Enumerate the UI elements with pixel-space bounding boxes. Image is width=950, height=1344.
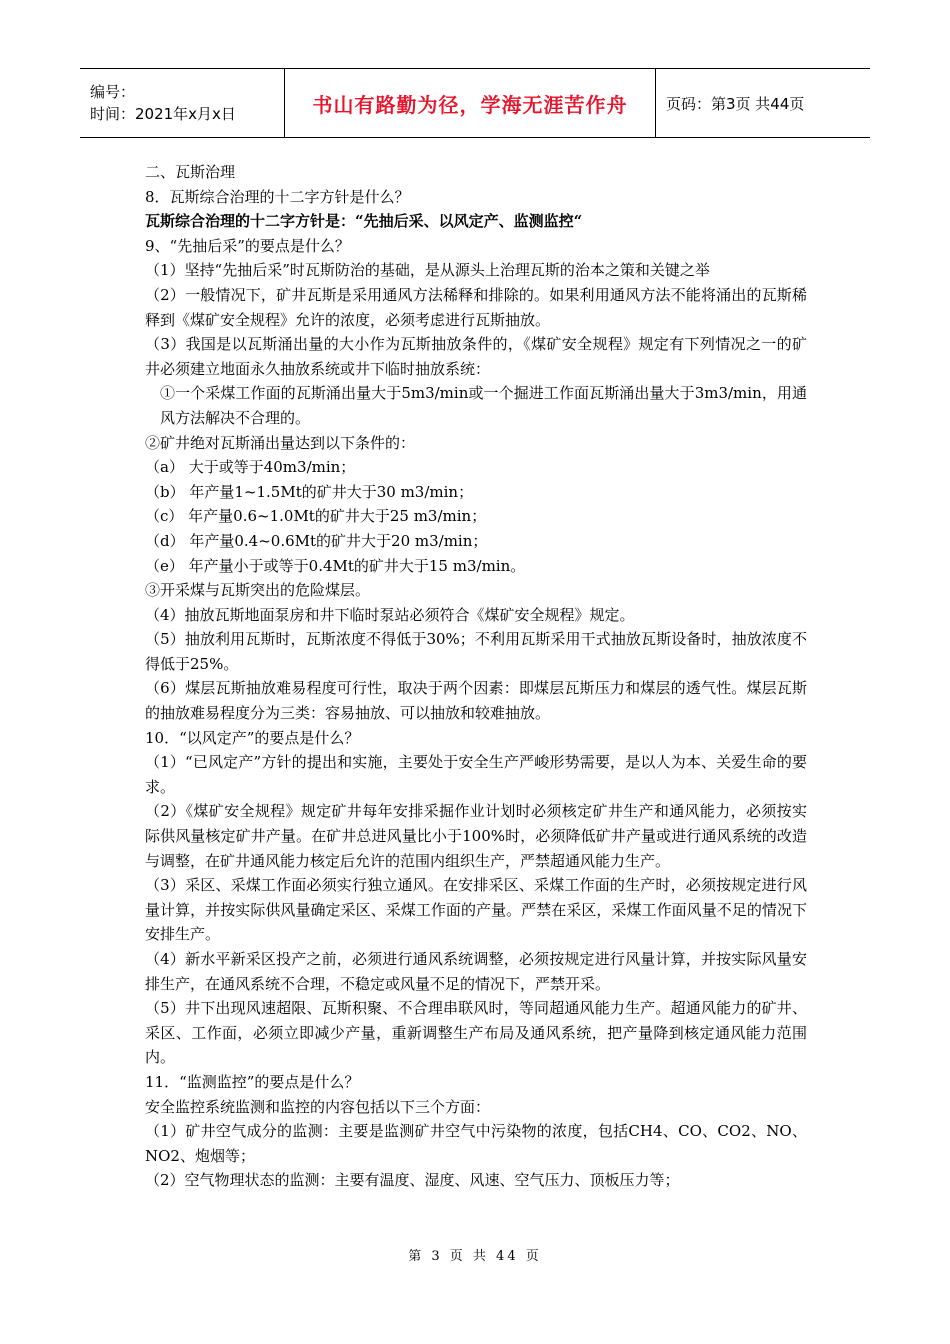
list-item: （e） 年产量小于或等于0.4Mt的矿井大于15 m3/min。 (145, 556, 526, 575)
list-item: （b） 年产量1~1.5Mt的矿井大于30 m3/min； (145, 482, 474, 501)
paragraph: （3）采区、采煤工作面必须实行独立通风。在安排采区、采煤工作面的生产时，必须按规定进行风量计算，并按实际供风量确定采区、采煤工作面的产量。严禁在采区，采煤工作面风量不足的情况下安排生产。 (145, 876, 807, 944)
page-header (80, 68, 870, 138)
question-9: 9、“先抽后采”的要点是什么？ (145, 236, 350, 255)
question-8: 8．瓦斯综合治理的十二字方针是什么？ (145, 187, 410, 206)
list-item: （a） 大于或等于40m3/min； (145, 458, 356, 477)
header-motto-cell (284, 69, 656, 137)
paragraph: ③开采煤与瓦斯突出的危险煤层。 (145, 581, 371, 600)
list-item: （d） 年产量0.4~0.6Mt的矿井大于20 m3/min； (145, 531, 488, 550)
paragraph: （1）“已风定产”方针的提出和实施，主要处于安全生产严峻形势需要，是以人为本、关爱生命的要求。 (145, 753, 807, 796)
header-page-info-cell (656, 69, 870, 137)
paragraph: （5）井下出现风速超限、瓦斯积聚、不合理串联风时，等同超通风能力生产。超通风能力的矿井、采区、工作面，必须立即减少产量，重新调整生产布局及通风系统，把产量降到核定通风能力范围内。 (145, 999, 807, 1067)
paragraph: （6）煤层瓦斯抽放难易程度可行性，取决于两个因素：即煤层瓦斯压力和煤层的透气性。煤层瓦斯的抽放难易程度分为三类：容易抽放、可以抽放和较难抽放。 (145, 679, 807, 723)
number-label: 编号： (90, 83, 136, 101)
page-info: 页码：第3页 共44页 (666, 94, 805, 113)
answer-8: 瓦斯综合治理的十二字方针是：“先抽后采、以风定产、监测监控“ (145, 212, 583, 231)
date-label: 时间：2021年x月x日 (90, 105, 236, 123)
paragraph: （2）《煤矿安全规程》规定矿井每年安排采掘作业计划时必须核定矿井生产和通风能力，必须按实际供风量核定矿井产量。在矿井总进风量比小于100%时，必须降低矿井产量或进行通风系统的改造与调整，在矿井通风能力核定后允许的范围内组织生产，严禁超通风能力生产。 (145, 802, 807, 870)
question-10: 10．“以风定产”的要点是什么？ (145, 728, 360, 747)
paragraph: 安全监控系统监测和监控的内容包括以下三个方面： (145, 1097, 491, 1116)
paragraph: （4）抽放瓦斯地面泵房和井下临时泵站必须符合《煤矿安全规程》规定。 (145, 605, 635, 624)
header-meta (80, 69, 284, 137)
paragraph: （1）矿井空气成分的监测：主要是监测矿井空气中污染物的浓度，包括CH4、CO、CO2、NO、NO2、炮烟等； (145, 1122, 807, 1165)
paragraph: （5）抽放利用瓦斯时，瓦斯浓度不得低于30%；不利用瓦斯采用干式抽放瓦斯设备时，抽放浓度不得低于25%。 (145, 630, 807, 673)
question-11: 11．“监测监控”的要点是什么？ (145, 1072, 360, 1091)
page-footer: 第 3 页 共 44 页 (408, 1249, 542, 1264)
paragraph: ①一个采煤工作面的瓦斯涌出量大于5m3/min或一个掘进工作面瓦斯涌出量大于3m3/min，用通风方法解决不合理的。 (160, 384, 807, 427)
list-item: （c） 年产量0.6~1.0Mt的矿井大于25 m3/min； (145, 507, 487, 526)
paragraph: （4）新水平新采区投产之前，必须进行通风系统调整，必须按规定进行风量计算，并按实际风量安排生产，在通风系统不合理，不稳定或风量不足的情况下，严禁开采。 (145, 950, 807, 993)
paragraph: （2）空气物理状态的监测：主要有温度、湿度、风速、空气压力、顶板压力等； (145, 1171, 680, 1190)
section-heading: 二、瓦斯治理 (145, 163, 236, 181)
paragraph: （3）我国是以瓦斯涌出量的大小作为瓦斯抽放条件的，《煤矿安全规程》规定有下列情况之一的矿井必须建立地面永久抽放系统或井下临时抽放系统： (145, 335, 807, 378)
paragraph: （1）坚持“先抽后采”时瓦斯防治的基础，是从源头上治理瓦斯的治本之策和关键之举 (145, 261, 710, 280)
paragraph: （2）一般情况下，矿井瓦斯是采用通风方法稀释和排除的。如果利用通风方法不能将涌出的瓦斯稀释到《煤矿安全规程》允许的浓度，必须考虑进行瓦斯抽放。 (145, 285, 807, 329)
motto-text: 书山有路勤为径，学海无涯苦作舟 (312, 92, 628, 117)
document-body (145, 160, 807, 1193)
paragraph: ②矿井绝对瓦斯涌出量达到以下条件的： (145, 433, 416, 452)
